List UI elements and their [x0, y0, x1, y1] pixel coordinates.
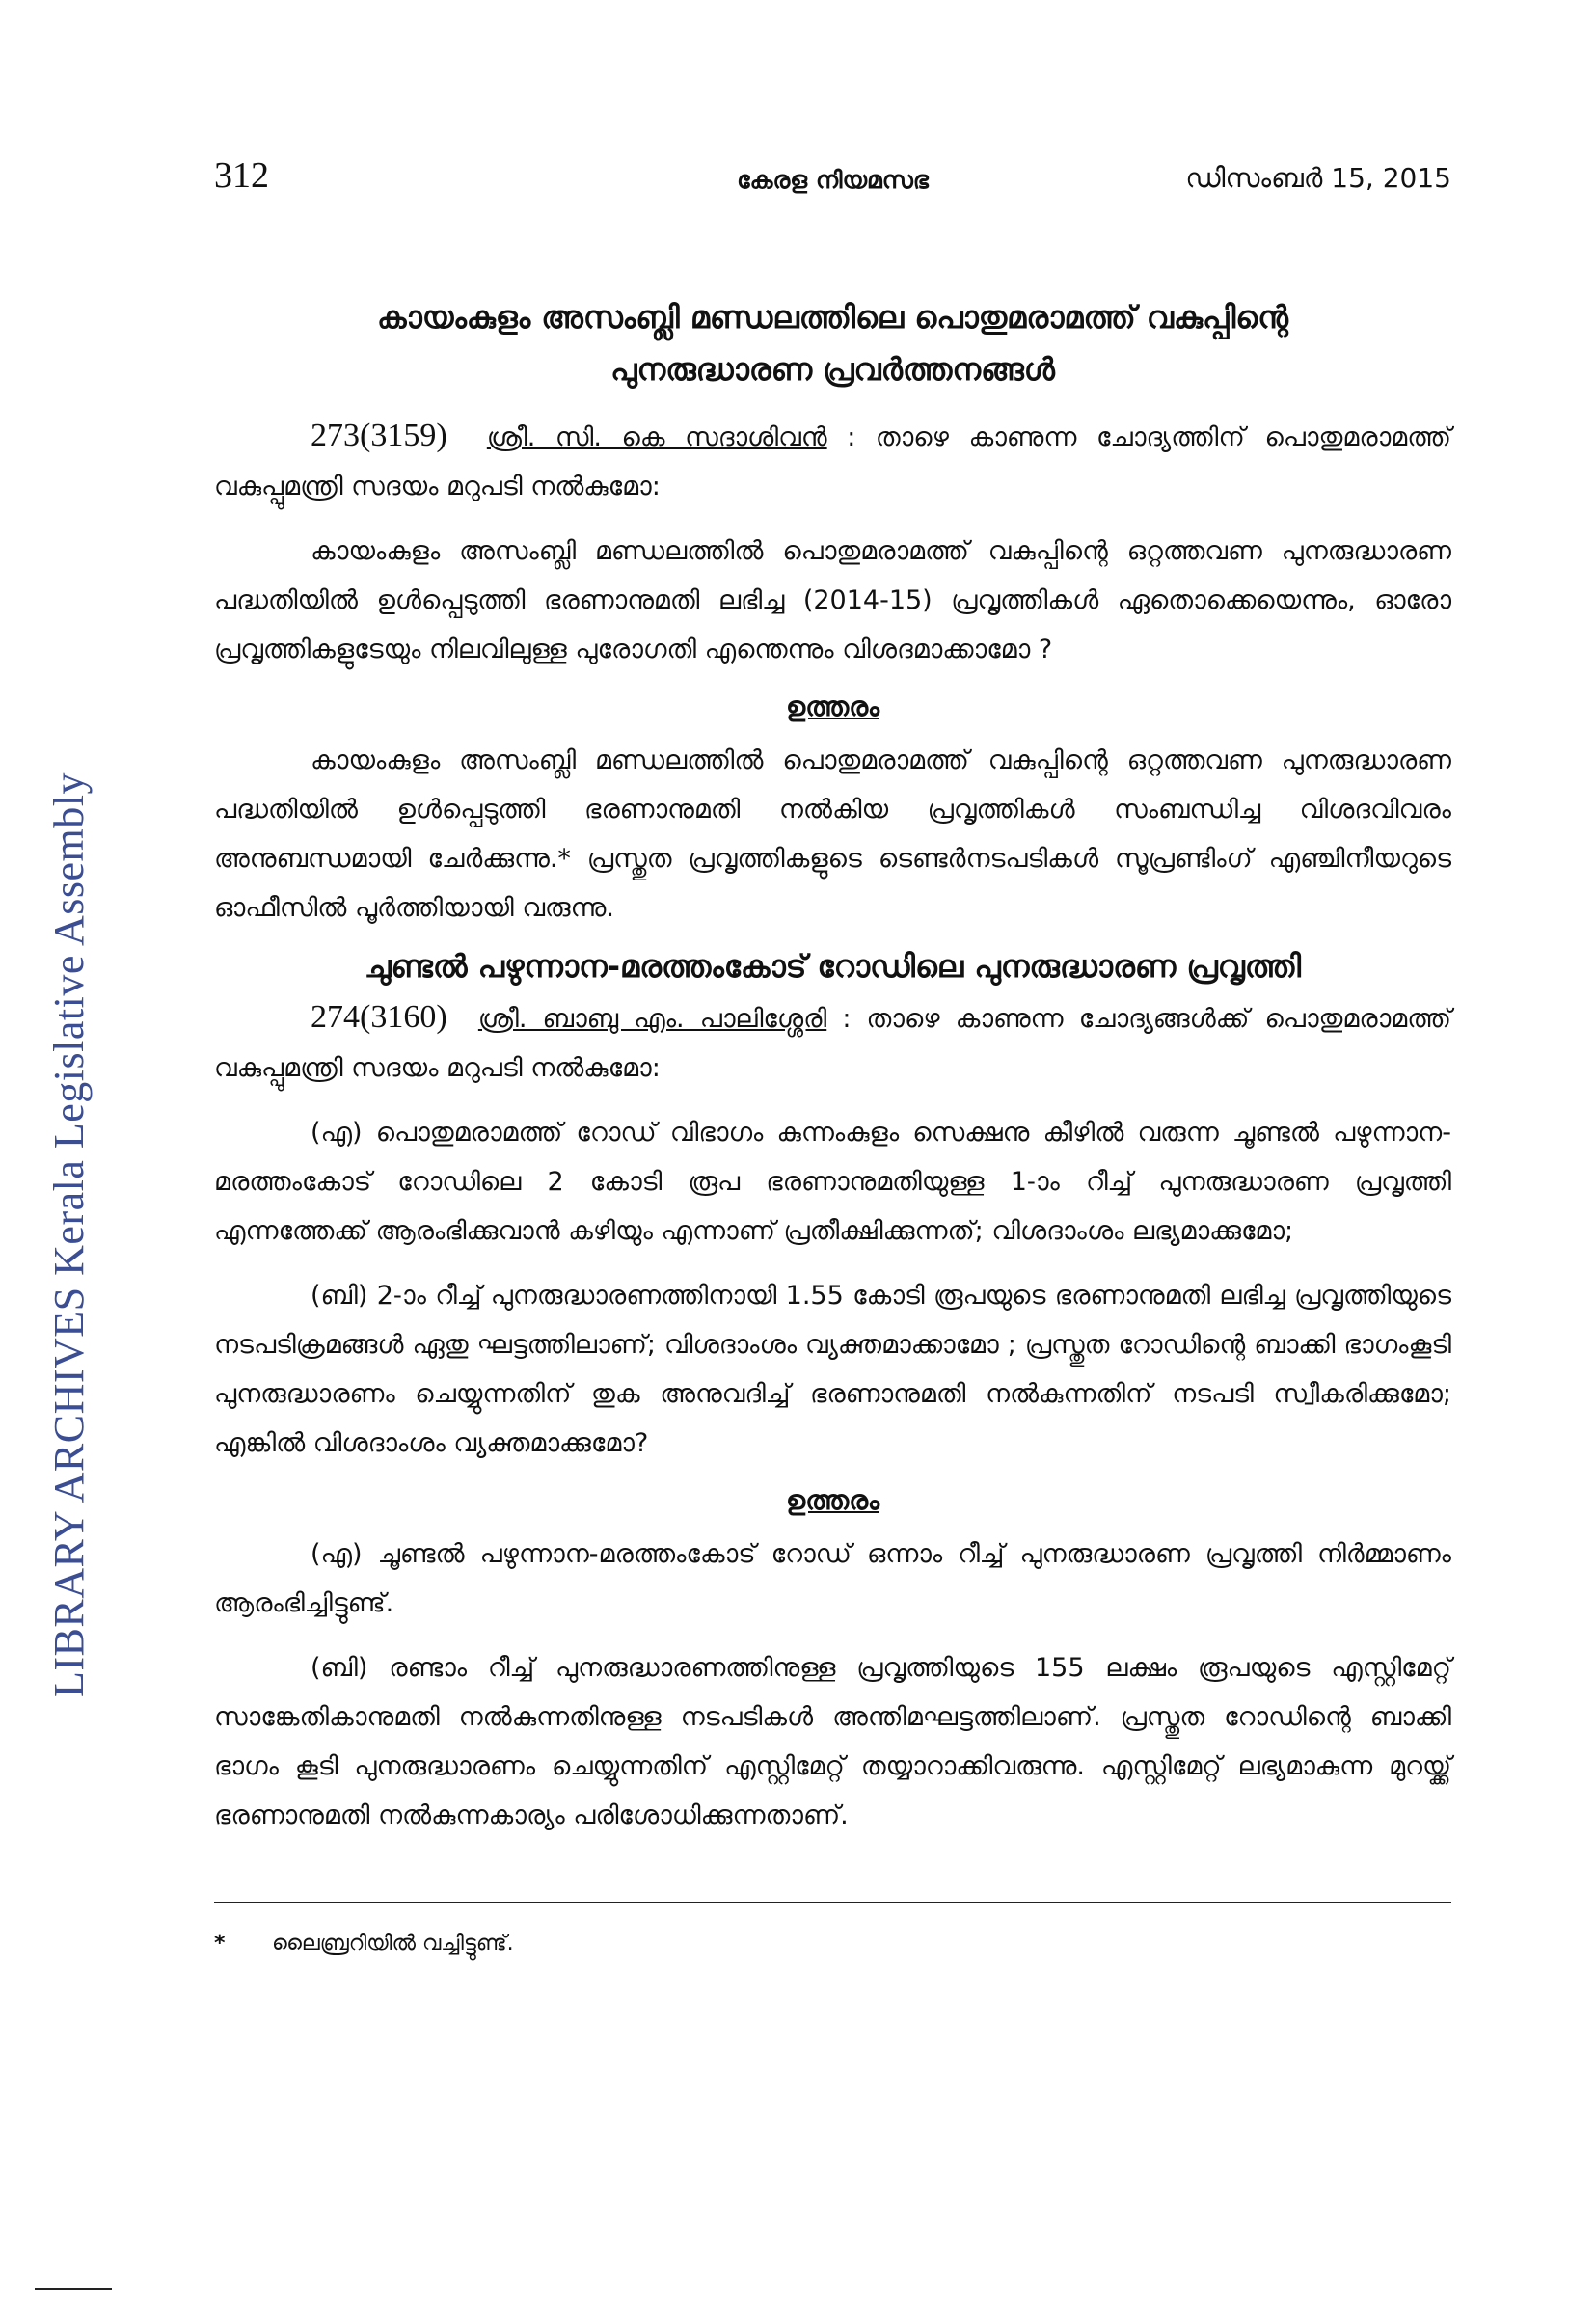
- footnote-marker: *: [214, 1932, 226, 1956]
- footnote-divider: [214, 1902, 1451, 1903]
- session-date: ഡിസംബർ 15, 2015: [1185, 162, 1451, 194]
- q273-intro: [214, 411, 1451, 511]
- scan-edge-mark: [35, 2288, 112, 2290]
- q273-title: [214, 291, 1451, 395]
- q274-answer-b: (ബി) രണ്ടാം റീച്ച് പുനരുദ്ധാരണത്തിനുള്ള പ്രവൃത്തിയുടെ 155 ലക്ഷം രൂപയുടെ എസ്റ്റിമേറ്റ് സാങ്കേതികാനുമതി നൽകുന്നതിനുള്ള നടപടികൾ അന്തിമഘട്ടത്തിലാണ്. പ്രസ്തുത റോഡിന്റെ ബാക്കി ഭാഗം കൂടി പുനരുദ്ധാരണം ചെയ്യുന്നതിന് എസ്റ്റിമേറ്റ് തയ്യാറാക്കിവരുന്നു. എസ്റ്റിമേറ്റ് ലഭ്യമാകുന്ന മുറയ്ക്ക് ഭരണാനുമതി നൽകുന്നകാര്യം പരിശോധിക്കുന്നതാണ്.: [214, 1653, 1451, 1830]
- document-page: [214, 154, 1451, 1956]
- q274-question-b: (ബി) 2-ാം റീച്ച് പുനരുദ്ധാരണത്തിനായി 1.55 കോടി രൂപയുടെ ഭരണാനുമതി ലഭിച്ച പ്രവൃത്തിയുടെ നടപടിക്രമങ്ങൾ ഏതു ഘട്ടത്തിലാണ്; വിശദാംശം വ്യക്തമാക്കാമോ ; പ്രസ്തുത റോഡിന്റെ ബാക്കി ഭാഗംകൂടി പുനരുദ്ധാരണം ചെയ്യുന്നതിന് തുക അനുവദിച്ച് ഭരണാനുമതി നൽകുന്നതിന് നടപടി സ്വീകരിക്കുമോ; എങ്കിൽ വിശദാംശം വ്യക്തമാക്കുമോ?: [214, 1281, 1451, 1458]
- q274-answer-a: (എ) ചൂണ്ടൽ പഴുന്നാന-മരത്തംകോട് റോഡ് ഒന്നാം റീച്ച് പുനരുദ്ധാരണ പ്രവൃത്തി നിർമ്മാണം ആരംഭിച്ചിട്ടുണ്ട്.: [214, 1539, 1451, 1618]
- q273-intro-text: : താഴെ കാണുന്ന ചോദ്യത്തിന് പൊതുമരാമത്ത് വകുപ്പുമന്ത്രി സദയം മറുപടി നൽകുമോ:: [214, 422, 1451, 501]
- page-header: [214, 154, 1451, 203]
- q273-number: 273(3159): [311, 418, 447, 453]
- q274-number: 274(3160): [311, 999, 447, 1035]
- q274-intro-text: : താഴെ കാണുന്ന ചോദ്യങ്ങൾക്ക് പൊതുമരാമത്ത് വകുപ്പുമന്ത്രി സദയം മറുപടി നൽകുമോ:: [214, 1004, 1452, 1083]
- footnote-text: ലൈബ്രറിയിൽ വച്ചിട്ടുണ്ട്.: [272, 1932, 514, 1956]
- archive-watermark: LIBRARY ARCHIVES Kerala Legislative Assembly: [45, 772, 93, 1697]
- q274-answer-heading: ഉത്തരം: [786, 1484, 879, 1516]
- page-number: 312: [214, 155, 269, 196]
- publication-title: കേരള നിയമസഭ: [737, 166, 929, 194]
- q274-intro: [214, 992, 1451, 1093]
- q273-title-line2: പുനരുദ്ധാരണ പ്രവർത്തനങ്ങൾ: [610, 351, 1055, 388]
- q273-question: കായംകുളം അസംബ്ലി മണ്ഡലത്തിൽ പൊതുമരാമത്ത് വകുപ്പിന്റെ ഒറ്റത്തവണ പുനരുദ്ധാരണ പദ്ധതിയിൽ ഉൾപ്പെടുത്തി ഭരണാനുമതി ലഭിച്ച (2014-15) പ്രവൃത്തികൾ ഏതൊക്കെയെന്നും, ഓരോ പ്രവൃത്തികളുടേയും നിലവിലുള്ള പുരോഗതി എന്തെന്നും വിശദമാക്കാമോ ?: [214, 536, 1451, 664]
- q274-member: ശ്രീ. ബാബു എം. പാലിശ്ശേരി: [477, 1004, 827, 1034]
- q273-member: ശ്രീ. സി. കെ സദാശിവൻ: [486, 422, 827, 452]
- q273-title-line1: കായംകുളം അസംബ്ലി മണ്ഡലത്തിലെ പൊതുമരാമത്ത് വകുപ്പിന്റെ: [377, 299, 1288, 336]
- q274-question-a: (എ) പൊതുമരാമത്ത് റോഡ് വിഭാഗം കുന്നംകുളം സെക്ഷനു കീഴിൽ വരുന്ന ചൂണ്ടൽ പഴുന്നാന-മരത്തംകോട് റോഡിലെ 2 കോടി രൂപ ഭരണാനുമതിയുള്ള 1-ാം റീച്ച് പുനരുദ്ധാരണ പ്രവൃത്തി എന്നത്തേക്ക് ആരംഭിക്കുവാൻ കഴിയും എന്നാണ് പ്രതീക്ഷിക്കുന്നത്; വിശദാംശം ലഭ്യമാക്കുമോ;: [214, 1118, 1451, 1246]
- q274-title: ചുണ്ടൽ പഴുന്നാന-മരത്തംകോട് റോഡിലെ പുനരുദ്ധാരണ പ്രവൃത്തി: [364, 948, 1302, 985]
- footnote: [214, 1932, 1451, 1956]
- q273-answer: കായംകുളം അസംബ്ലി മണ്ഡലത്തിൽ പൊതുമരാമത്ത് വകുപ്പിന്റെ ഒറ്റത്തവണ പുനരുദ്ധാരണ പദ്ധതിയിൽ ഉൾപ്പെടുത്തി ഭരണാനുമതി നൽകിയ പ്രവൃത്തികൾ സംബന്ധിച്ച വിശദവിവരം അനുബന്ധമായി ചേർക്കുന്നു.* പ്രസ്തുത പ്രവൃത്തികളുടെ ടെണ്ടർനടപടികൾ സൂപ്രണ്ടിംഗ് എഞ്ചിനീയറുടെ ഓഫീസിൽ പൂർത്തിയായി വരുന്നു.: [214, 745, 1451, 923]
- q273-answer-heading: ഉത്തരം: [786, 691, 879, 722]
